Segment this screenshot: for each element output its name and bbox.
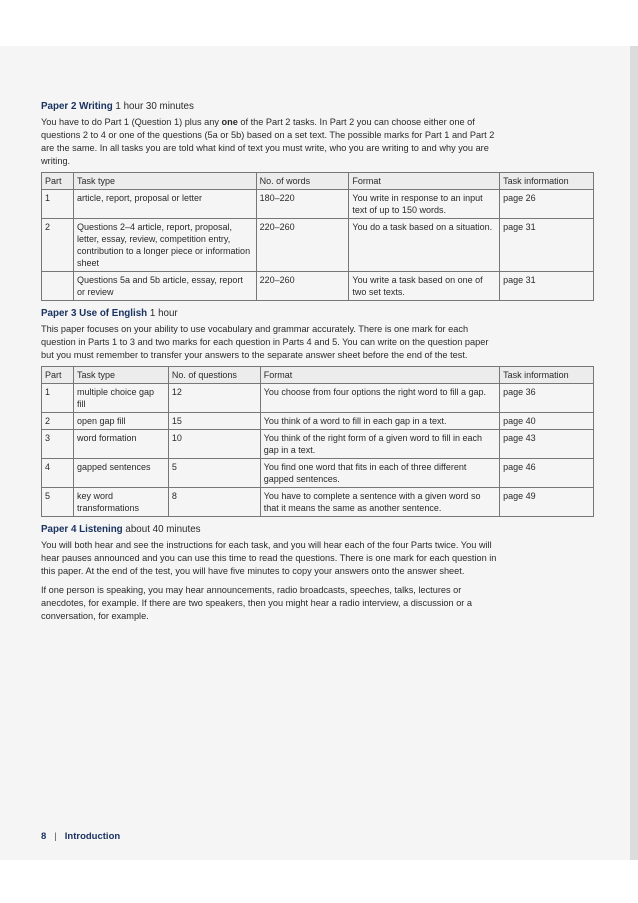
paper4-heading bbox=[41, 523, 594, 536]
header-task-information: Task information bbox=[500, 367, 594, 384]
cell-task-type: word formation bbox=[73, 430, 168, 459]
cell-part bbox=[42, 272, 74, 301]
cell-format: You think of the right form of a given word to fill in each gap in a text. bbox=[260, 430, 499, 459]
paper3-intro: This paper focuses on your ability to use vocabulary and grammar accurately. There is one mark for each question in Parts 1 to 3 and two marks for each question in Parts 4 and 5. You can write on the question paper but you must remember to transfer your answers to the separate answer sheet before the end of the test. bbox=[41, 324, 489, 360]
paper4-paragraph-2: If one person is speaking, you may hear announcements, radio broadcasts, speeches, talks, lectures or anecdotes, for example. If there are two speakers, then you might hear a radio interview, a discussion or a conversation, for example. bbox=[41, 585, 473, 621]
page-number: 8 bbox=[41, 831, 47, 842]
paper3-table bbox=[41, 366, 594, 517]
footer-section: Introduction bbox=[64, 831, 121, 842]
cell-part: 2 bbox=[42, 219, 74, 272]
cell-info: page 26 bbox=[500, 190, 594, 219]
cell-task-type: multiple choice gap fill bbox=[73, 384, 168, 413]
cell-task-type: open gap fill bbox=[73, 413, 168, 430]
paper2-intro bbox=[41, 116, 501, 168]
cell-info: page 40 bbox=[500, 413, 594, 430]
page-content bbox=[41, 100, 594, 626]
cell-task-type: Questions 2–4 article, report, proposal, letter, essay, review, competition entry, contribution to a longer piece or information sheet bbox=[73, 219, 256, 272]
cell-part: 1 bbox=[42, 384, 74, 413]
cell-info: page 36 bbox=[500, 384, 594, 413]
cell-questions: 5 bbox=[168, 459, 260, 488]
table-row bbox=[42, 219, 594, 272]
table-row bbox=[42, 413, 594, 430]
cell-part: 1 bbox=[42, 190, 74, 219]
table-row bbox=[42, 384, 594, 413]
cell-format: You write in response to an input text of up to 150 words. bbox=[349, 190, 500, 219]
paper4-paragraph-1: You will both hear and see the instructions for each task, and you will hear each of the four Parts twice. You will hear pauses announced and you can use this time to read the questions. There is one mark for each question in this paper. At the end of the test, you will have five minutes to copy your answers onto the answer sheet. bbox=[41, 540, 497, 576]
paper2-table bbox=[41, 172, 594, 301]
table-row bbox=[42, 488, 594, 517]
paper2-title: Paper 2 Writing bbox=[41, 101, 113, 112]
cell-questions: 8 bbox=[168, 488, 260, 517]
cell-questions: 12 bbox=[168, 384, 260, 413]
table-header-row bbox=[42, 173, 594, 190]
page-footer bbox=[41, 831, 120, 842]
cell-format: You have to complete a sentence with a given word so that it means the same as another sentence. bbox=[260, 488, 499, 517]
header-format: Format bbox=[349, 173, 500, 190]
table-row bbox=[42, 459, 594, 488]
header-part: Part bbox=[42, 173, 74, 190]
cell-info: page 43 bbox=[500, 430, 594, 459]
cell-part: 5 bbox=[42, 488, 74, 517]
paper2-intro-bold: one bbox=[221, 117, 238, 127]
header-format: Format bbox=[260, 367, 499, 384]
cell-format: You write a task based on one of two set texts. bbox=[349, 272, 500, 301]
paper3-title: Paper 3 Use of English bbox=[41, 308, 148, 319]
table-header-row bbox=[42, 367, 594, 384]
paper3-heading bbox=[41, 307, 594, 320]
cell-info: page 31 bbox=[500, 272, 594, 301]
header-no-of-words: No. of words bbox=[256, 173, 349, 190]
cell-words: 220–260 bbox=[256, 219, 349, 272]
cell-words: 180–220 bbox=[256, 190, 349, 219]
paper2-intro-part1: You have to do Part 1 (Question 1) plus any bbox=[41, 117, 222, 127]
cell-task-type: key word transformations bbox=[73, 488, 168, 517]
footer-separator: | bbox=[54, 831, 57, 842]
cell-words: 220–260 bbox=[256, 272, 349, 301]
cell-info: page 49 bbox=[500, 488, 594, 517]
header-part: Part bbox=[42, 367, 74, 384]
table-row bbox=[42, 272, 594, 301]
paper2-heading bbox=[41, 100, 594, 113]
cell-format: You do a task based on a situation. bbox=[349, 219, 500, 272]
paper2-intro-part2: of the Part 2 tasks. In Part 2 you can choose either one of questions 2 to 4 or one of the questions (5a or 5b) based on a set text. The possible marks for Part 1 and Part 2 are the same. In all tasks you are told what kind of text you must write, who you are writing to and why you are writing. bbox=[41, 117, 495, 166]
cell-info: page 31 bbox=[500, 219, 594, 272]
cell-part: 2 bbox=[42, 413, 74, 430]
cell-questions: 10 bbox=[168, 430, 260, 459]
cell-questions: 15 bbox=[168, 413, 260, 430]
paper4-duration: about 40 minutes bbox=[125, 524, 201, 535]
cell-format: You find one word that fits in each of three different gapped sentences. bbox=[260, 459, 499, 488]
header-task-type: Task type bbox=[73, 367, 168, 384]
cell-task-type: article, report, proposal or letter bbox=[73, 190, 256, 219]
paper2-duration: 1 hour 30 minutes bbox=[115, 101, 194, 112]
paper3-duration: 1 hour bbox=[149, 308, 178, 319]
table-row bbox=[42, 430, 594, 459]
header-no-of-questions: No. of questions bbox=[168, 367, 260, 384]
cell-task-type: gapped sentences bbox=[73, 459, 168, 488]
cell-format: You think of a word to fill in each gap in a text. bbox=[260, 413, 499, 430]
table-row bbox=[42, 190, 594, 219]
cell-format: You choose from four options the right word to fill a gap. bbox=[260, 384, 499, 413]
cell-info: page 46 bbox=[500, 459, 594, 488]
paper4-title: Paper 4 Listening bbox=[41, 524, 123, 535]
header-task-type: Task type bbox=[73, 173, 256, 190]
page-edge bbox=[630, 46, 638, 860]
cell-part: 3 bbox=[42, 430, 74, 459]
cell-part: 4 bbox=[42, 459, 74, 488]
header-task-information: Task information bbox=[500, 173, 594, 190]
cell-task-type: Questions 5a and 5b article, essay, report or review bbox=[73, 272, 256, 301]
